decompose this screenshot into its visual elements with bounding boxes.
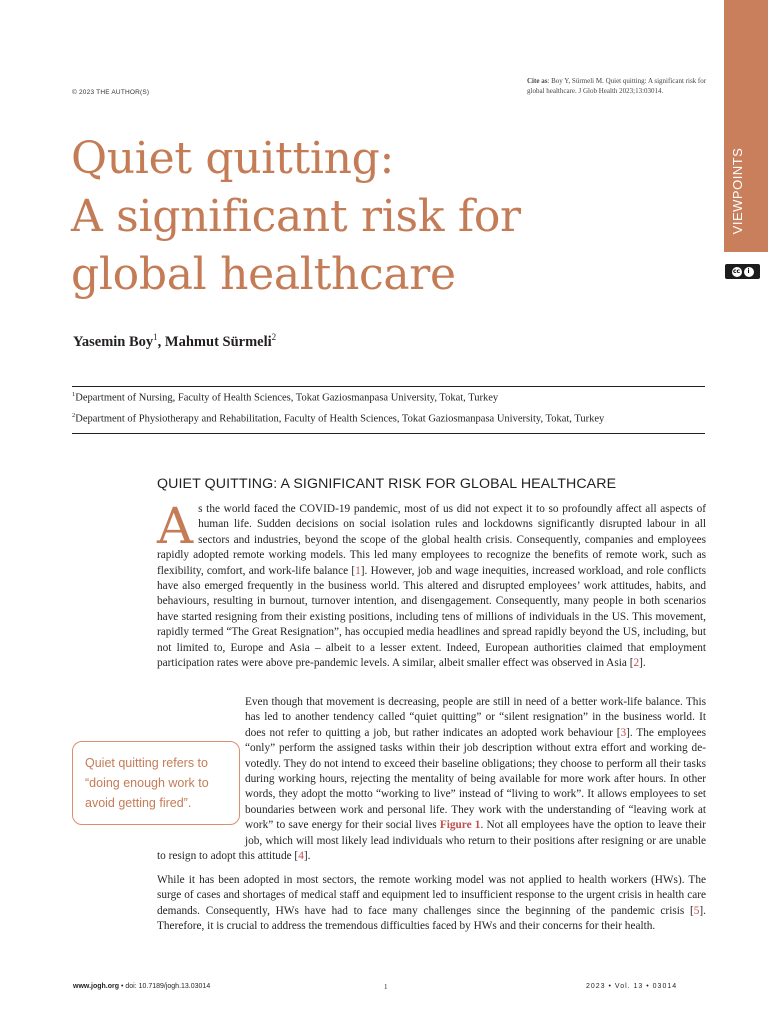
divider xyxy=(72,433,705,434)
reference-link[interactable]: 4 xyxy=(298,850,304,863)
article-title xyxy=(71,130,521,304)
citation xyxy=(527,76,717,96)
figure-link[interactable]: Figure 1 xyxy=(439,819,481,832)
section-tab xyxy=(724,0,768,252)
divider xyxy=(72,386,705,387)
page-number: 1 xyxy=(384,983,388,991)
reference-link[interactable]: 1 xyxy=(355,564,361,577)
journal-website-link[interactable]: www.jogh.org xyxy=(73,983,120,990)
footer-source: www.jogh.org • doi: 10.7189/jogh.13.03014 xyxy=(73,983,211,990)
paragraph xyxy=(157,497,706,671)
reference-link[interactable]: 3 xyxy=(620,726,627,739)
cite-label: Cite as xyxy=(527,77,548,85)
paragraph-text: s the world faced the COVID-19 pandemic, most of us did not expect it to so profoundly affect all aspects of human life. Sudden decisions on social isolation rules and lockdowns significantly disrupted labour in all sectors and industries, beyond the scope of the global health crisis. Consequently, companies and employees rapidly adopted remote working models. This led many employees to recognize the benefits of remote work, such as flexibility, comfort, and work-life balance [ xyxy=(157,503,706,577)
paragraph-text: Even though that movement is decreasing, people are still in need of a better work-life balance. This has led to another tendency called “quiet quitting” or “silent resignation” in the business world. It does not refer to quitting a job, but rather indicates an adopted work behaviour [ xyxy=(245,696,706,739)
pull-quote: Quiet quitting refers to “doing enough work to avoid getting fired”. xyxy=(72,741,240,825)
author-affiliation-mark: 1 xyxy=(153,332,158,342)
paragraph xyxy=(157,873,706,935)
reference-link[interactable]: 5 xyxy=(693,904,700,917)
article-body xyxy=(157,873,706,935)
title-line-1: Quiet quitting: xyxy=(71,133,395,184)
affiliation-text: Department of Physiotherapy and Rehabilitation, Faculty of Health Sciences, Tokat Gaziosmanpasa University, Tokat, Turkey xyxy=(75,413,605,425)
drop-cap: A xyxy=(157,497,194,555)
article-body xyxy=(157,497,706,671)
doi-link[interactable]: doi: 10.7189/jogh.13.03014 xyxy=(125,983,211,990)
paragraph-text: While it has been adopted in most sectors, the remote working model was not applied to health workers (HWs). The surge of cases and shortages of medical staff and equipment led to insufficient response to the urgent crisis in health care demands. Consequently, HWs have had to face many challenges since the beginning of the pandemic crisis [ xyxy=(157,874,706,917)
affiliation-number: 2 xyxy=(72,412,76,419)
paragraph-text: ]. The employees “only” perform the assigned tasks within their job description without extra effort and working devotedly. They do not intend to exceed their baseline obligations; they choose to perform all their tasks during working hours, rejecting the mentality of being available for more work after hours. In other words, they adopt the motto “working to live” instead of “living to work”. It allows employees to set boundaries between work and personal life. They work with the understanding of “leaving work at work” to save energy for their social lives xyxy=(245,726,706,832)
author-name[interactable]: Mahmut Sürmeli xyxy=(164,333,272,350)
affiliation xyxy=(72,412,712,425)
cc-icon: cc xyxy=(732,267,741,275)
paragraph-text: ]. However, job and wage inequities, increased workload, and role conflicts have also emerged frequently in the business world. This altered and disrupted employees’ work attitudes, habits, and behaviours, resulting in burnout, turnover intention, and disengagement. Consequently, many people in both scenarios have started resigning from their existing positions, including tens of millions of individuals in the US. This movement, rapidly termed “The Great Resignation”, has occupied media headlines and spread rapidly beyond the US, including, but not limited to, Europe and Asia – albeit to a lesser extent. Indeed, European authorities claimed that employment participation rates were above pre-pandemic levels. A similar, albeit smaller effect was observed in Asia [ xyxy=(157,564,706,670)
affiliation-text: Department of Nursing, Faculty of Health Sciences, Tokat Gaziosmanpasa University, Tokat, Turkey xyxy=(75,392,499,404)
paragraph-text: ]. xyxy=(303,850,311,863)
reference-link[interactable]: 2 xyxy=(633,657,640,670)
cite-text: : Boy Y, Sürmeli M. Quiet quitting: A significant risk for global healthcare. J Glob Health 2023;13:03014. xyxy=(527,77,707,95)
paragraph-text: ]. xyxy=(639,657,646,670)
title-line-3: global healthcare xyxy=(71,249,456,300)
affiliation xyxy=(72,391,712,404)
by-icon: i xyxy=(744,267,754,277)
paragraph-text: ]. Therefore, it is crucial to address the tremendous difficulties faced by HWs and their concerns for their health. xyxy=(157,904,706,933)
section-tab-label: VIEWPOINTS xyxy=(730,147,745,235)
copyright-notice: © 2023 THE AUTHOR(S) xyxy=(72,89,150,96)
title-line-2: A significant risk for xyxy=(71,191,521,242)
author-name[interactable]: Yasemin Boy xyxy=(73,333,154,350)
author-affiliation-mark: 2 xyxy=(271,332,277,342)
author-list: Yasemin Boy$^1$, Mahmut Sürmeli$^2$ xyxy=(73,332,277,350)
issue-info: 2023 • Vol. 13 • 03014 xyxy=(586,983,678,990)
creative-commons-license-icon[interactable] xyxy=(725,264,760,279)
affiliation-number: 1 xyxy=(72,391,76,398)
section-heading: QUIET QUITTING: A SIGNIFICANT RISK FOR GLOBAL HEALTHCARE xyxy=(157,476,617,492)
paragraph-text: . Not all employees have the option to leave their job, which will most likely lead individuals who return to their positions after resigning or are unable to resign to adopt this attitude [ xyxy=(157,819,706,863)
